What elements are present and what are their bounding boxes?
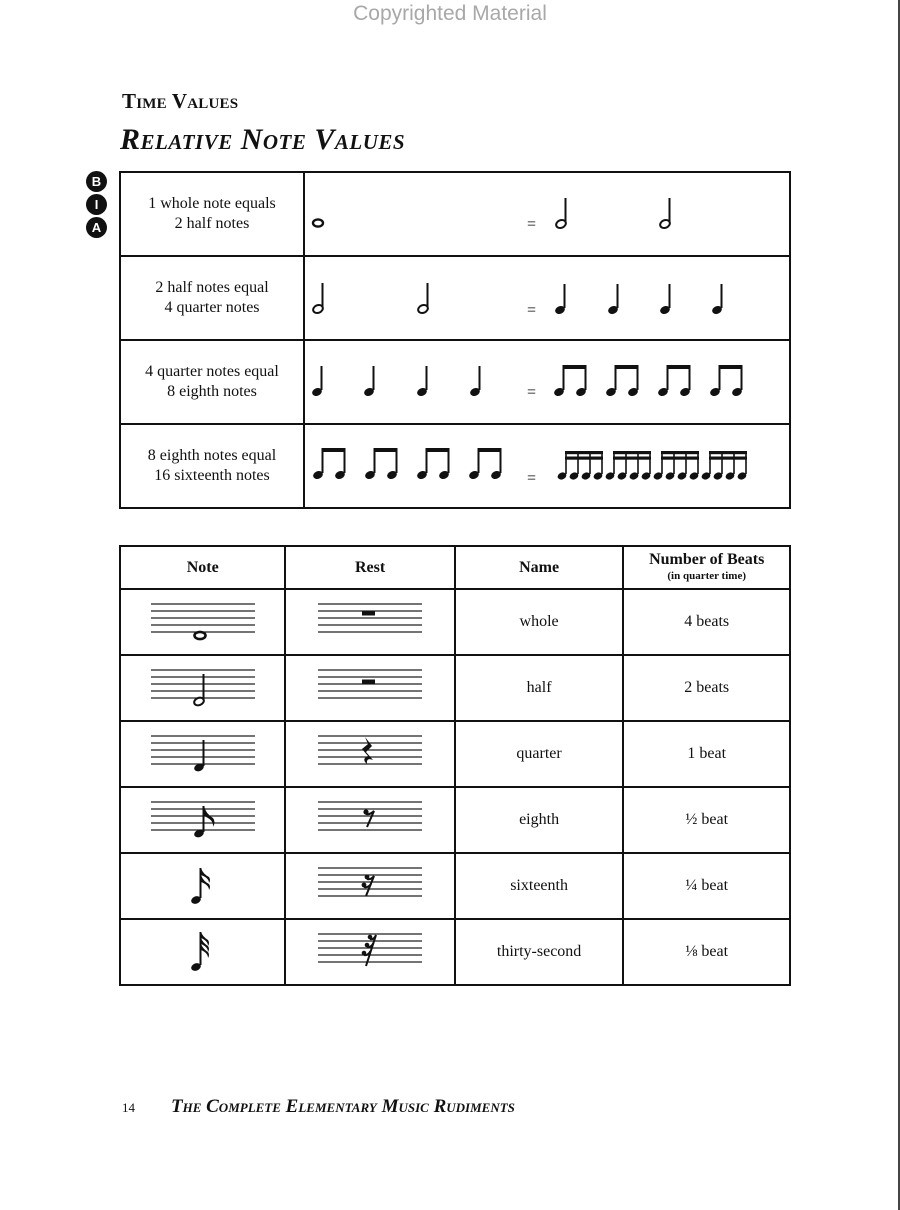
sixteenth-note-group-icon [605, 451, 652, 481]
table-row [120, 853, 790, 919]
note-values-table [119, 545, 791, 986]
whole-rest-staff-icon [310, 596, 430, 644]
table-row [120, 340, 790, 424]
note-name: eighth [455, 787, 624, 853]
note-cell [120, 655, 285, 721]
rest-cell [285, 721, 454, 787]
header-beats-subtitle: (in quarter time) [667, 569, 746, 582]
relation-description [120, 256, 304, 340]
page-number: 14 [122, 1100, 135, 1115]
table-row [120, 424, 790, 508]
eighth-rest-staff-icon [310, 794, 430, 842]
notation-half-to-quarter [305, 257, 789, 339]
description-line: 16 sixteenth notes [154, 467, 270, 484]
eighth-note-pair-icon [364, 448, 398, 480]
quarter-note-icon [311, 366, 323, 397]
half-note-icon [659, 198, 671, 229]
sixteenth-rest-staff-icon [310, 860, 430, 908]
relation-description [120, 424, 304, 508]
quarter-note-icon [469, 366, 481, 397]
eighth-note-pair-icon [468, 448, 502, 480]
description-line: 1 whole note equals [148, 195, 276, 212]
header-rest: Rest [285, 546, 454, 589]
equals-sign: = [527, 302, 537, 319]
quarter-note-icon [363, 366, 375, 397]
quarter-note-icon [607, 284, 619, 315]
header-beats-label: Number of Beats [649, 550, 765, 568]
description-line: 2 half notes equal [155, 279, 269, 296]
header-note: Note [120, 546, 285, 589]
eighth-note-pair-icon [553, 365, 587, 397]
eighth-note-pair-icon [605, 365, 639, 397]
notation-quarter-to-eighth [305, 341, 789, 423]
description-line: 4 quarter notes equal [145, 363, 279, 380]
note-cell [120, 919, 285, 985]
description-line: 8 eighth notes [167, 383, 257, 400]
description-line: 4 quarter notes [164, 299, 260, 316]
page-title: Relative Note Values [120, 123, 406, 156]
half-note-icon [555, 198, 567, 229]
rest-cell [285, 589, 454, 655]
notation-cell [304, 172, 790, 256]
note-beats: 1 beat [623, 721, 790, 787]
note-name: half [455, 655, 624, 721]
table-row [120, 589, 790, 655]
level-badges [86, 171, 108, 240]
relation-description [120, 340, 304, 424]
quarter-note-icon [711, 284, 723, 315]
description-line: 2 half notes [174, 215, 250, 232]
eighth-note-pair-icon [657, 365, 691, 397]
notation-cell [304, 256, 790, 340]
table-row [120, 256, 790, 340]
table-row [120, 721, 790, 787]
sixteenth-note-group-icon [701, 451, 748, 481]
note-beats: ½ beat [623, 787, 790, 853]
whole-note-icon [313, 219, 323, 226]
sixteenth-note-group-icon [557, 451, 604, 481]
note-name: quarter [455, 721, 624, 787]
equals-sign: = [527, 470, 537, 487]
eighth-note-pair-icon [416, 448, 450, 480]
note-beats: ¼ beat [623, 853, 790, 919]
equals-sign: = [527, 384, 537, 401]
quarter-note-icon [416, 366, 428, 397]
note-name: whole [455, 589, 624, 655]
table-row [120, 655, 790, 721]
header-name: Name [455, 546, 624, 589]
eighth-note-staff-icon [143, 794, 263, 842]
table-row [120, 919, 790, 985]
section-heading: Time Values [122, 89, 239, 113]
note-name: sixteenth [455, 853, 624, 919]
sixteenth-note-icon [143, 860, 263, 908]
table-row [120, 172, 790, 256]
thirty-second-note-icon [143, 926, 263, 974]
note-cell [120, 589, 285, 655]
badge-i: I [86, 194, 107, 215]
quarter-rest-staff-icon [310, 728, 430, 776]
quarter-note-staff-icon [143, 728, 263, 776]
note-beats: 2 beats [623, 655, 790, 721]
rest-cell [285, 853, 454, 919]
notation-cell [304, 340, 790, 424]
half-note-icon [312, 283, 324, 314]
notation-whole-to-half [305, 173, 789, 255]
note-cell [120, 721, 285, 787]
rest-cell [285, 787, 454, 853]
relative-values-table [119, 171, 791, 509]
book-title: The Complete Elementary Music Rudiments [171, 1096, 515, 1117]
notation-eighth-to-sixteenth [305, 425, 789, 507]
thirty-second-rest-staff-icon [310, 926, 430, 974]
equals-sign: = [527, 216, 537, 233]
rest-cell [285, 655, 454, 721]
header-beats [623, 546, 790, 589]
eighth-note-pair-icon [709, 365, 743, 397]
table-row [120, 787, 790, 853]
header-row [120, 546, 790, 589]
half-note-icon [417, 283, 429, 314]
quarter-note-icon [659, 284, 671, 315]
page-footer [122, 1096, 515, 1118]
half-note-staff-icon [143, 662, 263, 710]
note-cell [120, 787, 285, 853]
notation-cell [304, 424, 790, 508]
note-beats: 4 beats [623, 589, 790, 655]
badge-b: B [86, 171, 107, 192]
whole-note-staff-icon [143, 596, 263, 644]
watermark: Copyrighted Material [353, 2, 547, 25]
note-cell [120, 853, 285, 919]
quarter-note-icon [554, 284, 566, 315]
note-beats: ⅛ beat [623, 919, 790, 985]
relation-description [120, 172, 304, 256]
sixteenth-note-group-icon [653, 451, 700, 481]
note-name: thirty-second [455, 919, 624, 985]
description-line: 8 eighth notes equal [147, 447, 277, 464]
badge-a: A [86, 217, 107, 238]
eighth-note-pair-icon [312, 448, 346, 480]
half-rest-staff-icon [310, 662, 430, 710]
rest-cell [285, 919, 454, 985]
